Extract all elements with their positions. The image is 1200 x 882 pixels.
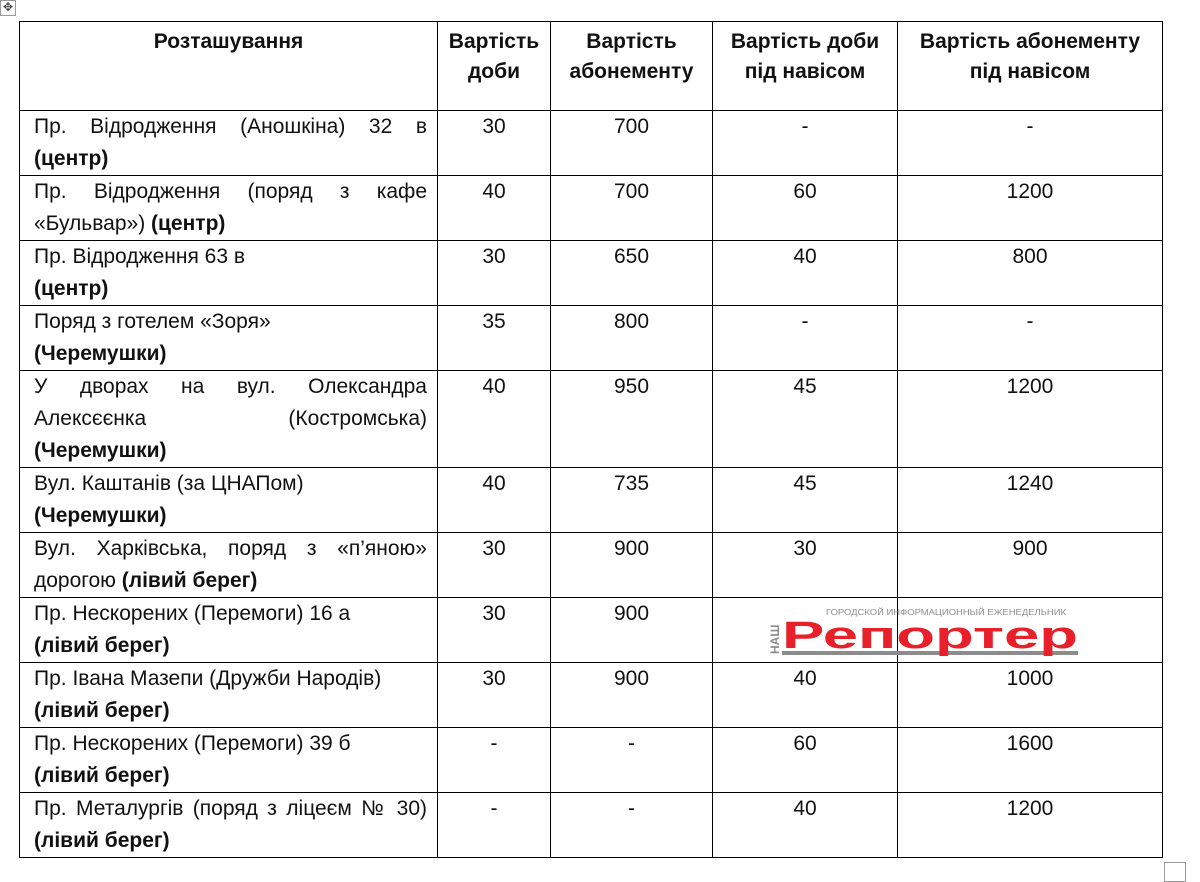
subscription-price-cell: 950 [551, 371, 713, 468]
subscription-price-cell: - [551, 728, 713, 793]
subscription-price-cell: 735 [551, 468, 713, 533]
parking-price-table [19, 21, 1163, 858]
day-price-cell: - [438, 728, 551, 793]
location-cell: Пр. Нескорених (Перемоги) 39 б (лівий берег) [20, 728, 438, 793]
subscription-price-covered-cell: 1200 [898, 371, 1163, 468]
location-cell: Пр. Івана Мазепи (Дружби Народів) (лівий берег) [20, 663, 438, 728]
header-subscription-price: Вартість абонементу [551, 22, 713, 111]
location-cell: Пр. Відродження (Аношкіна) 32 в (центр) [20, 111, 438, 176]
day-price-cell: 40 [438, 371, 551, 468]
day-price-covered-cell: 60 [713, 728, 898, 793]
table-resize-handle[interactable] [1164, 862, 1186, 882]
day-price-covered-cell: 45 [713, 468, 898, 533]
table-header-row [20, 22, 1163, 111]
subscription-price-cell: - [551, 793, 713, 858]
subscription-price-covered-cell: - [898, 111, 1163, 176]
day-price-covered-cell: 45 [713, 371, 898, 468]
location-cell: Вул. Каштанів (за ЦНАПом) (Черемушки) [20, 468, 438, 533]
subscription-price-cell: 800 [551, 306, 713, 371]
header-location: Розташування [20, 22, 438, 111]
day-price-covered-cell: 40 [713, 663, 898, 728]
day-price-covered-cell: 60 [713, 176, 898, 241]
table-row [20, 176, 1163, 241]
subscription-price-cell: 900 [551, 533, 713, 598]
day-price-cell: 40 [438, 176, 551, 241]
header-day-price: Вартість доби [438, 22, 551, 111]
header-subscription-price-covered: Вартість абонементу під навісом [898, 22, 1163, 111]
day-price-cell: 30 [438, 598, 551, 663]
day-price-covered-cell: - [713, 111, 898, 176]
table-row [20, 793, 1163, 858]
day-price-covered-cell: 40 [713, 793, 898, 858]
subscription-price-covered-cell: 1600 [898, 728, 1163, 793]
table-row [20, 728, 1163, 793]
watermark-tagline: ГОРОДСКОЙ ИНФОРМАЦИОННЫЙ ЕЖЕНЕДЕЛЬНИК [826, 608, 1067, 617]
header-day-price-covered: Вартість доби під навісом [713, 22, 898, 111]
day-price-cell: 30 [438, 241, 551, 306]
table-move-handle-icon[interactable]: ✥ [0, 0, 16, 16]
table-row [20, 241, 1163, 306]
subscription-price-cell: 700 [551, 176, 713, 241]
day-price-covered-cell: 30 [713, 533, 898, 598]
subscription-price-cell: 900 [551, 598, 713, 663]
reporter-watermark-logo [768, 606, 1080, 658]
subscription-price-covered-cell: 1000 [898, 663, 1163, 728]
day-price-covered-cell: - [713, 306, 898, 371]
subscription-price-covered-cell: 800 [898, 241, 1163, 306]
location-cell: Поряд з готелем «Зоря» (Черемушки) [20, 306, 438, 371]
day-price-cell: 30 [438, 533, 551, 598]
table-row [20, 306, 1163, 371]
day-price-cell: 40 [438, 468, 551, 533]
table-row [20, 663, 1163, 728]
subscription-price-cell: 700 [551, 111, 713, 176]
location-cell: Пр. Металургів (поряд з ліцеєм № 30) (лівий берег) [20, 793, 438, 858]
subscription-price-covered-cell: 1200 [898, 793, 1163, 858]
table-row [20, 533, 1163, 598]
location-cell: Пр. Відродження 63 в (центр) [20, 241, 438, 306]
location-cell: Пр. Нескорених (Перемоги) 16 а (лівий берег) [20, 598, 438, 663]
day-price-cell: 30 [438, 111, 551, 176]
watermark-prefix: НАШ [768, 624, 782, 654]
location-cell: Пр. Відродження (поряд з кафе «Бульвар») (центр) [20, 176, 438, 241]
subscription-price-covered-cell: - [898, 306, 1163, 371]
location-cell: Вул. Харківська, поряд з «п’яною» дорогою (лівий берег) [20, 533, 438, 598]
table-row [20, 468, 1163, 533]
watermark-name: Репортер [782, 615, 1078, 657]
table-row [20, 371, 1163, 468]
subscription-price-covered-cell: 1200 [898, 176, 1163, 241]
table-row [20, 111, 1163, 176]
subscription-price-covered-cell: 1240 [898, 468, 1163, 533]
day-price-cell: 30 [438, 663, 551, 728]
day-price-covered-cell: 40 [713, 241, 898, 306]
subscription-price-cell: 650 [551, 241, 713, 306]
subscription-price-covered-cell: 900 [898, 533, 1163, 598]
location-cell: У дворах на вул. Олександра Алексєєнка (Костромська) (Черемушки) [20, 371, 438, 468]
subscription-price-cell: 900 [551, 663, 713, 728]
day-price-cell: - [438, 793, 551, 858]
day-price-cell: 35 [438, 306, 551, 371]
